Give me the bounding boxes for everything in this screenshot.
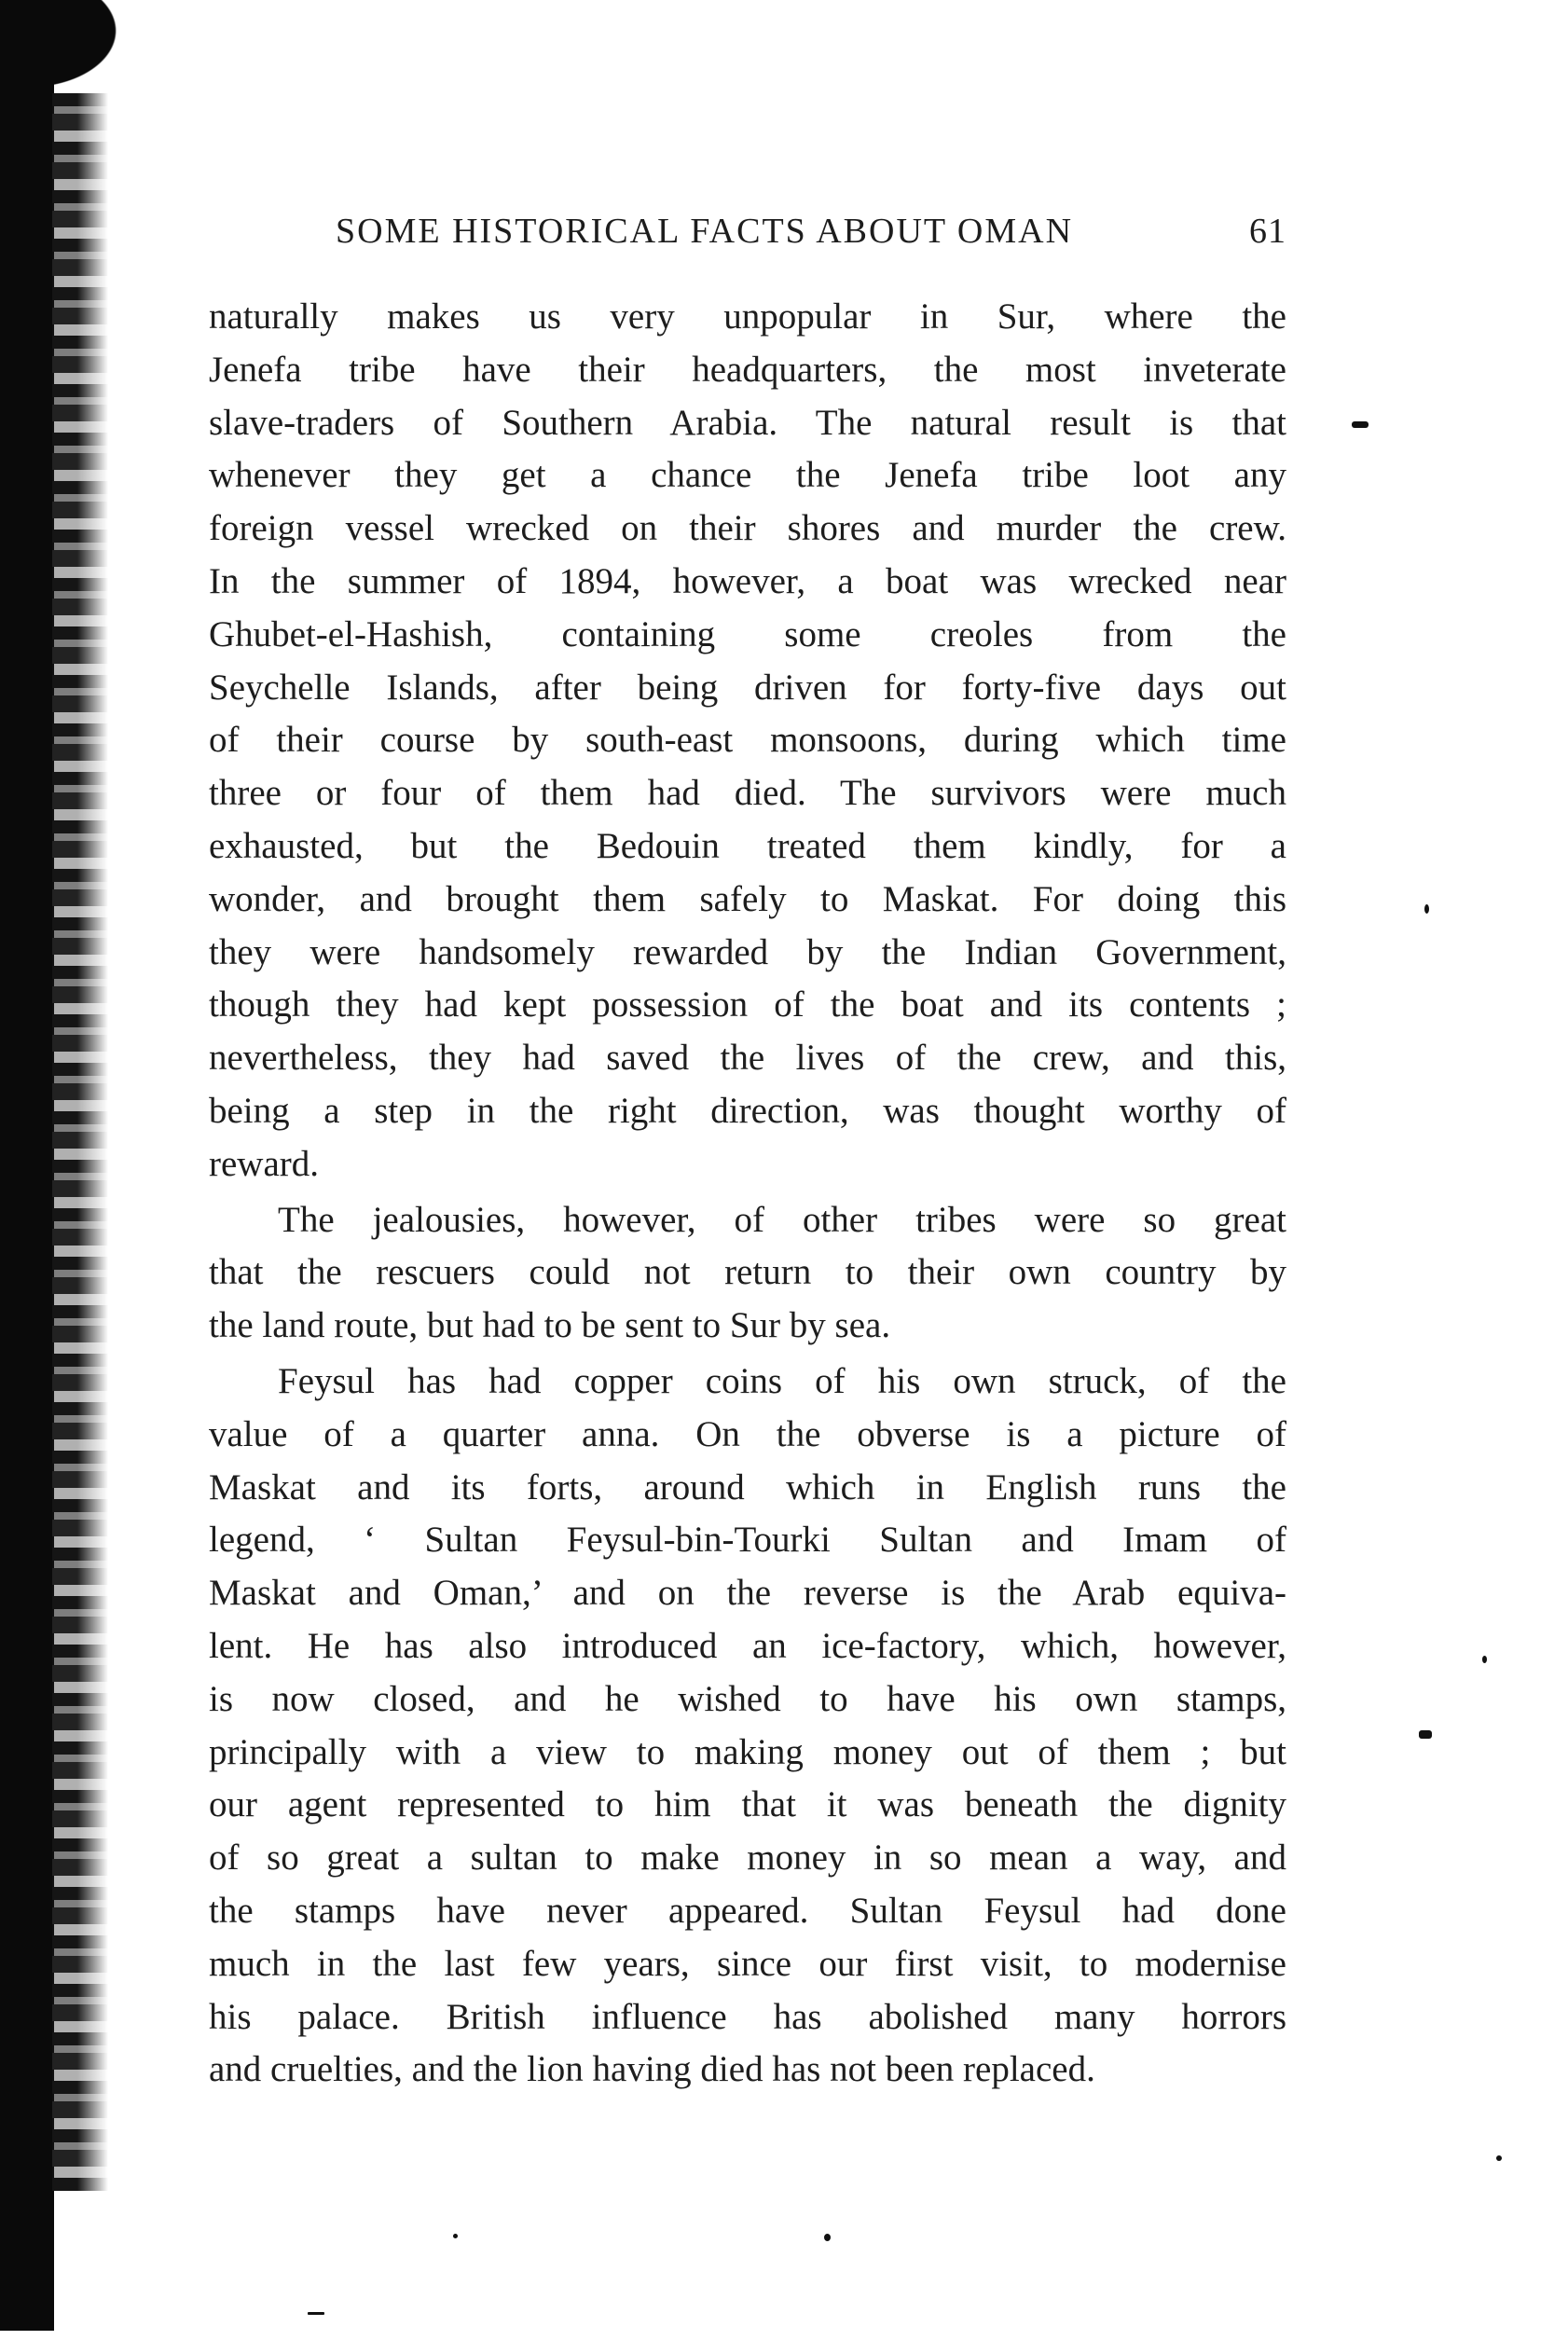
text-line: Maskat and its forts, around which in English runs the	[209, 1466, 1286, 1507]
text-line: three or four of them had died. The survivors were much	[209, 773, 1286, 814]
text-line: whenever they get a chance the Jenefa tribe loot any	[209, 455, 1286, 496]
text-line: much in the last few years, since our first visit, to modernise	[209, 1943, 1286, 1984]
text-line: Seychelle Islands, after being driven for forty-five days out	[209, 667, 1286, 708]
ink-speck	[1352, 421, 1369, 428]
text-line: slave-traders of Southern Arabia. The natural result is that	[209, 402, 1286, 443]
ink-speck	[1482, 1656, 1487, 1663]
ink-speck	[824, 2234, 831, 2241]
page-header	[336, 211, 1286, 263]
text-line: exhausted, but the Bedouin treated them kindly, for a	[209, 825, 1286, 866]
body-text	[209, 291, 1286, 2090]
text-line: that the rescuers could not return to their own country by	[209, 1252, 1286, 1293]
text-line: they were handsomely rewarded by the Indian Government,	[209, 931, 1286, 972]
text-line: our agent represented to him that it was beneath the dignity	[209, 1784, 1286, 1825]
text-line: naturally makes us very unpopular in Sur, where the	[209, 296, 1286, 337]
ink-speck	[308, 2312, 324, 2315]
text-line: his palace. British influence has abolished many horrors	[209, 1996, 1286, 2037]
text-line: though they had kept possession of the boat and its contents ;	[209, 984, 1286, 1025]
text-line: nevertheless, they had saved the lives of the crew, and this,	[209, 1038, 1286, 1079]
text-line: In the summer of 1894, however, a boat was wrecked near	[209, 560, 1286, 601]
text-line: is now closed, and he wished to have his own stamps,	[209, 1678, 1286, 1719]
text-line: lent. He has also introduced an ice-factory, which, however,	[209, 1625, 1286, 1666]
binding-shadow	[0, 0, 54, 2331]
binding-shadow-edge	[52, 93, 108, 2191]
binding-shadow-top	[0, 0, 140, 103]
text-line: of their course by south-east monsoons, during which time	[209, 720, 1286, 761]
text-line: value of a quarter anna. On the obverse is a picture of	[209, 1413, 1286, 1454]
page-number: 61	[1249, 212, 1286, 251]
text-line: foreign vessel wrecked on their shores and murder the crew.	[209, 508, 1286, 549]
text-line: Feysul has had copper coins of his own struck, of the	[278, 1360, 1286, 1401]
ink-speck	[1424, 904, 1429, 914]
text-line: and cruelties, and the lion having died has not been replaced.	[209, 2049, 1095, 2090]
running-title: SOME HISTORICAL FACTS ABOUT OMAN	[336, 212, 1074, 251]
text-line: the land route, but had to be sent to Sur by sea.	[209, 1305, 891, 1346]
text-line: reward.	[209, 1143, 320, 1184]
ink-speck	[1419, 1730, 1432, 1739]
ink-speck	[1496, 2155, 1502, 2161]
text-line: The jealousies, however, of other tribes were so great	[278, 1199, 1286, 1240]
text-line: Maskat and Oman,’ and on the reverse is the Arab equiva-	[209, 1573, 1286, 1614]
text-line: principally with a view to making money out of them ; but	[209, 1731, 1286, 1772]
text-line: of so great a sultan to make money in so mean a way, and	[209, 1838, 1286, 1879]
text-line: being a step in the right direction, was thought worthy of	[209, 1090, 1286, 1131]
text-line: Jenefa tribe have their headquarters, the most inveterate	[209, 349, 1286, 390]
text-line: Ghubet-el-Hashish, containing some creoles from the	[209, 613, 1286, 654]
text-line: wonder, and brought them safely to Maskat. For doing this	[209, 878, 1286, 919]
text-line: the stamps have never appeared. Sultan Feysul had done	[209, 1890, 1286, 1931]
text-line: legend, ‘ Sultan Feysul-bin-Tourki Sultan and Imam of	[209, 1520, 1286, 1561]
ink-speck	[453, 2234, 458, 2238]
